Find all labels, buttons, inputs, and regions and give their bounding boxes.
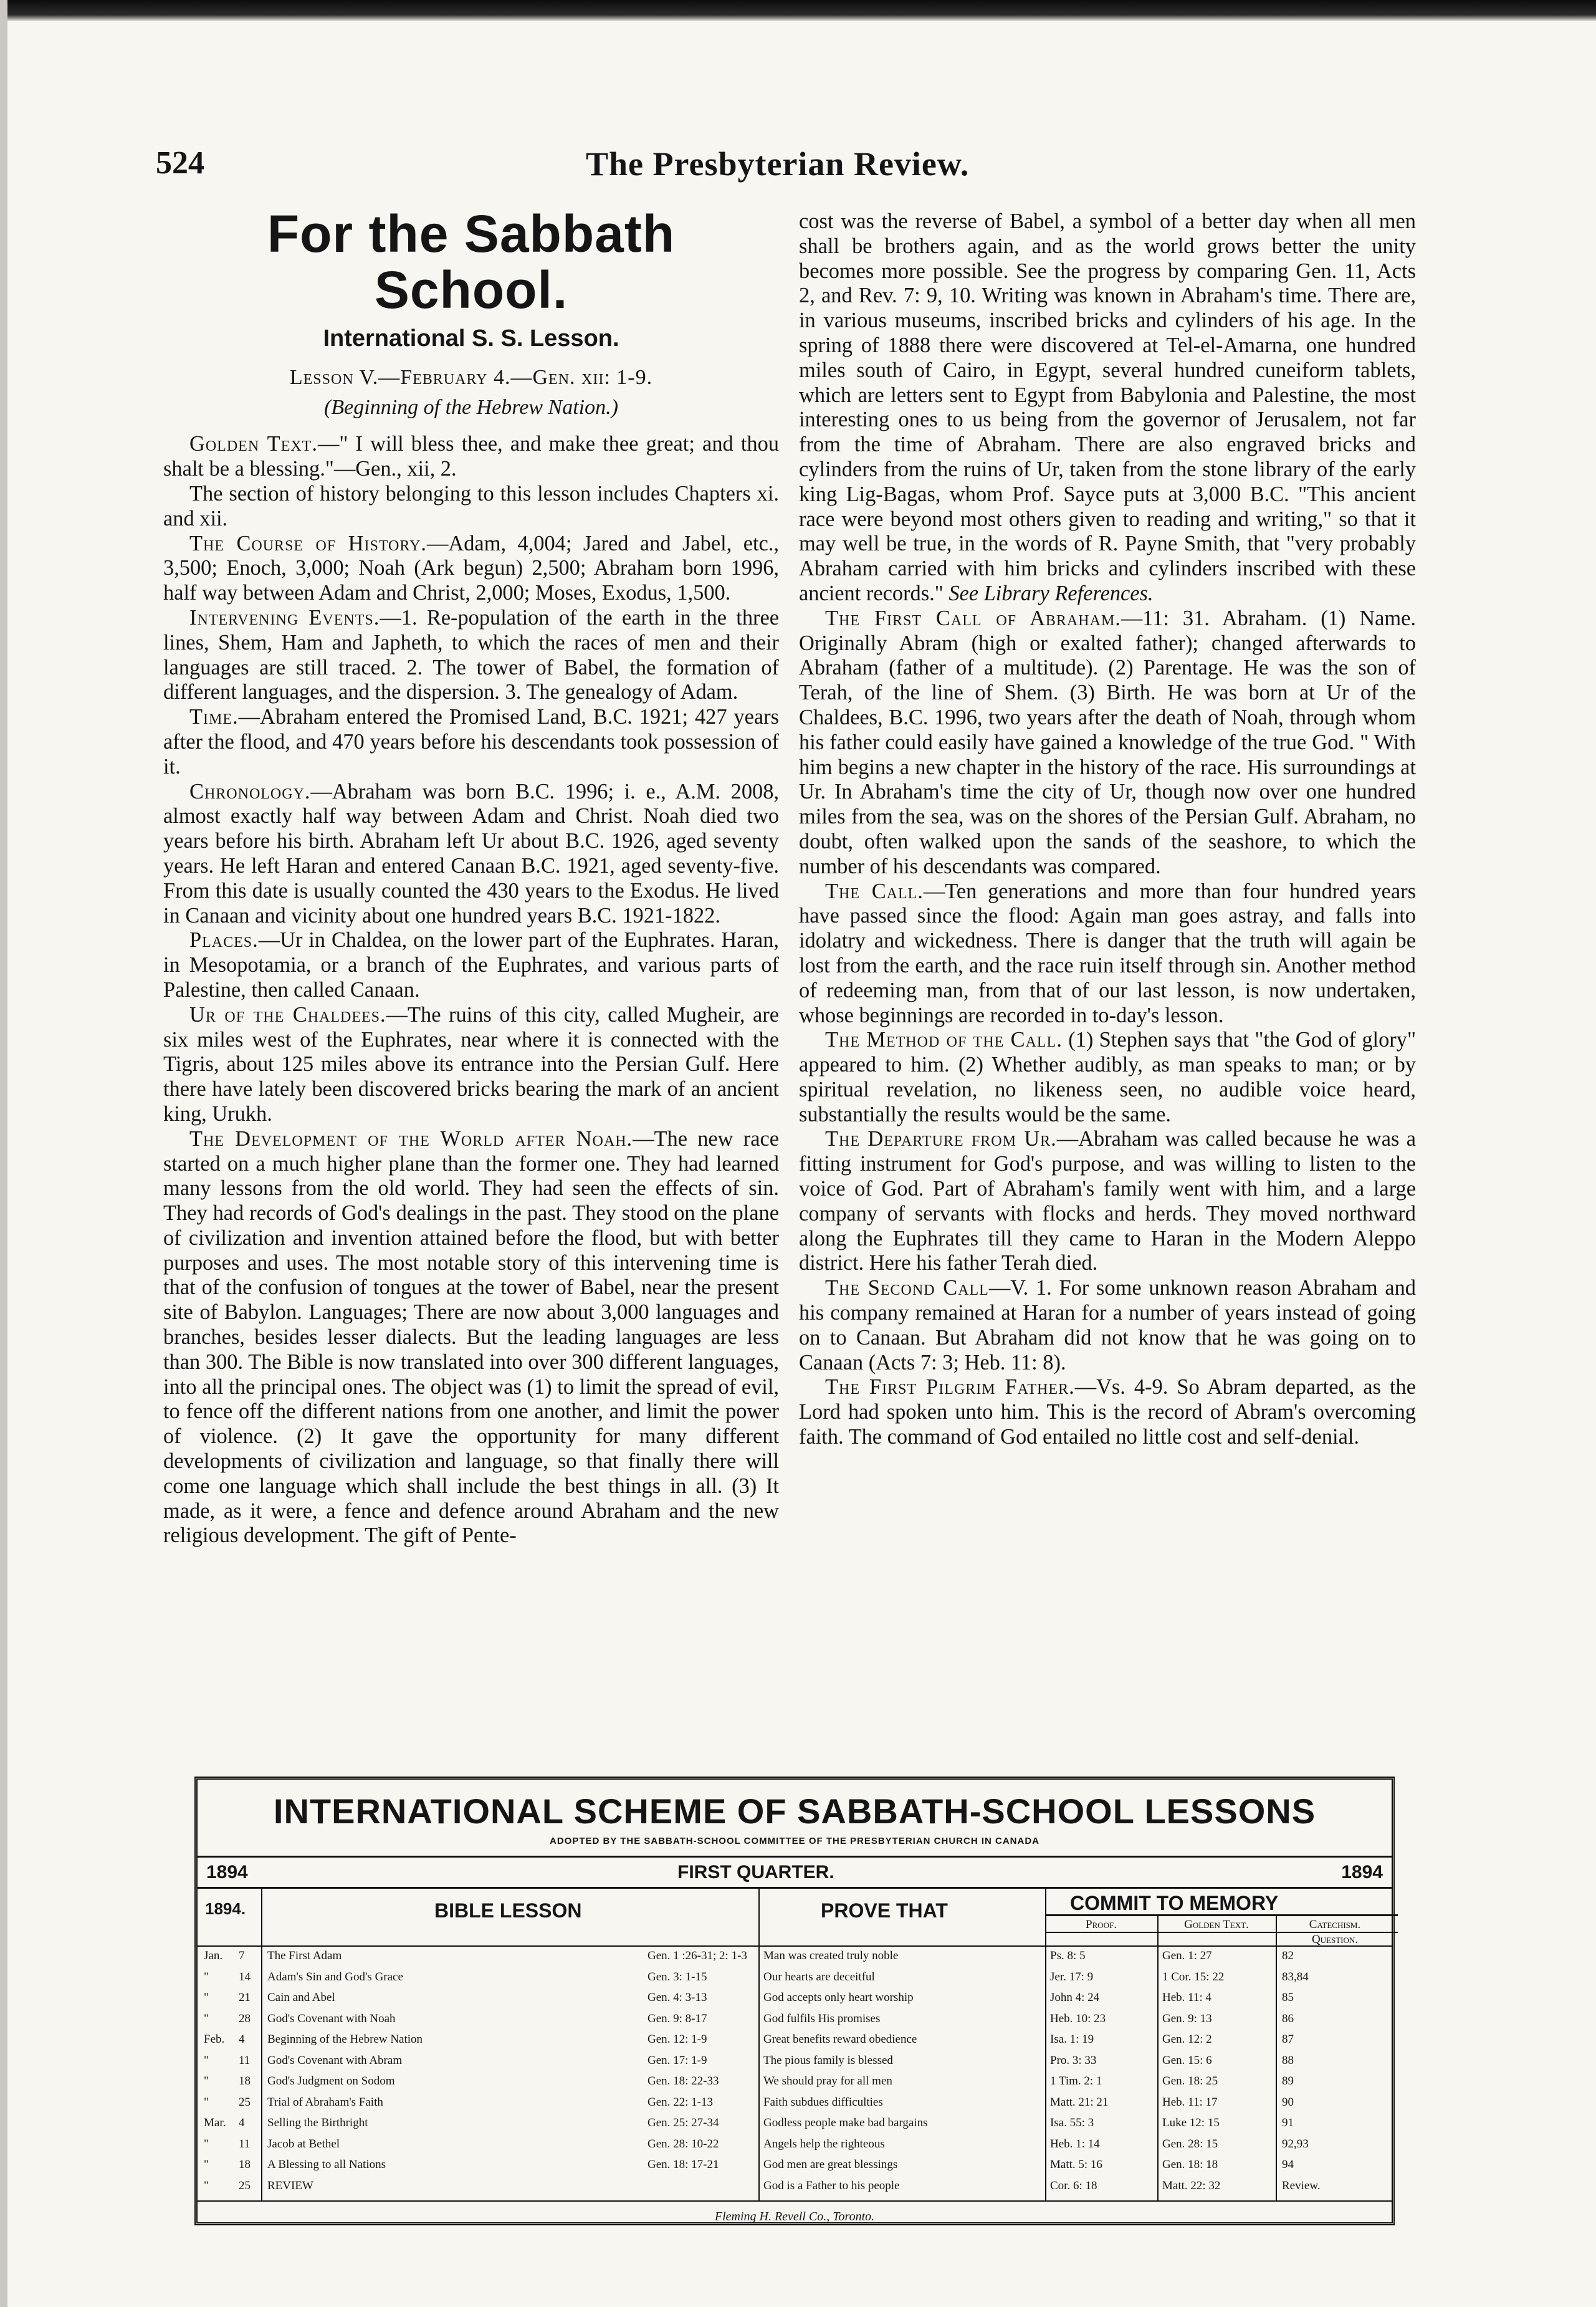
- table-row: [198, 2012, 1392, 2026]
- row-lesson-title: A Blessing to all Nations: [267, 2158, 386, 2171]
- row-lesson-title: The First Adam: [267, 1949, 342, 1962]
- row-prove-that: The pious family is blessed: [763, 2053, 893, 2067]
- row-prove-that: Angels help the righteous: [763, 2137, 885, 2151]
- section-title: For the Sabbath School.: [267, 204, 676, 319]
- paragraph-text: —Abraham was called because he was a fitting instrument for God's purpose, and was willing to listen to the voice of God. Part of Abraham's family went with him, and a large company of servants with flocks and herds. They moved northward along the Euphrates till they came to Haran in the Modern Aleppo district. Here his father Terah died.: [799, 1127, 1416, 1275]
- table-row: [198, 1970, 1392, 1984]
- row-catechism: 91: [1282, 2116, 1294, 2129]
- ur-paragraph: [163, 1003, 779, 1127]
- row-month: Jan.: [204, 1949, 223, 1962]
- golden-text-subheader: Golden Text.: [1184, 1918, 1249, 1931]
- row-prove-that: Faith subdues difficulties: [763, 2095, 883, 2109]
- row-catechism: 86: [1282, 2012, 1294, 2025]
- year-left: 1894: [206, 1862, 248, 1883]
- paragraph-text: cost was the reverse of Babel, a symbol of a better day when all men shall be brothers again, and as the world grows better the unity becomes more possible. See the progress by comparing Gen. 11, Acts 2, and Rev. 7: 9, 10. Writing was known in Abraham's time. There are, in various museums, inscribed bricks and cylinders of his age. In the spring of 1888 there were discovered at Tel-el-Amarna, one hundred miles south of Cairo, in Egypt, several hundred cuneiform tablets, which are letters sent to Egypt from Babylonia and Palestine, the most interesting ones to us being from the governor of Jerusalem, not far from the time of Abraham. There are also engraved bricks and cylinders from the ruins of Ur, taken from the stone library of the early king Lig-Bagas, whom Prof. Sayce puts at 3,000 B.C. "This ancient race were beyond most others given to reading and writing," so that it may well be true, in the words of R. Payne Smith, that "very probably Abraham carried with him bricks and cylinders inscribed with these ancient records.": [799, 209, 1416, 605]
- row-golden-text: Gen. 1: 27: [1162, 1949, 1212, 1962]
- table-row: [198, 1991, 1392, 2005]
- row-month: ": [204, 2053, 209, 2067]
- row-catechism: 83,84: [1282, 1970, 1309, 1983]
- course-of-history-paragraph: [163, 532, 779, 606]
- paragraph-text: —Ten generations and more than four hundred years have passed since the flood: Again man goes astray, and falls into idolatry and wickedness. There is danger that the truth will again be lost from the earth, and the race ruin itself through sin. Another method of redeeming man, from that of our last lesson, is now undertaken, whose beginnings are recorded in to-day's lesson.: [799, 879, 1417, 1027]
- table-row: [198, 2033, 1392, 2046]
- paragraph-label: The First Pilgrim Father.: [825, 1375, 1075, 1399]
- row-scripture-reference: Gen. 22: 1-13: [647, 2095, 714, 2109]
- row-scripture-reference: Gen. 28: 10-22: [647, 2137, 719, 2151]
- row-lesson-title: Adam's Sin and God's Grace: [267, 1970, 403, 1983]
- row-lesson-title: Trial of Abraham's Faith: [267, 2095, 383, 2109]
- table-rule: [198, 1887, 1392, 1889]
- row-day: 18: [239, 2074, 251, 2088]
- first-call-paragraph: [799, 607, 1416, 880]
- row-lesson-title: Selling the Birthright: [267, 2116, 368, 2129]
- lesson-theme: (Beginning of the Hebrew Nation.): [324, 395, 618, 419]
- table-row: [198, 2158, 1392, 2172]
- scan-left-edge: [0, 0, 7, 2307]
- row-day: 18: [239, 2158, 251, 2171]
- the-call-paragraph: [799, 880, 1416, 1029]
- row-prove-that: Our hearts are deceitful: [763, 1970, 875, 1983]
- intervening-events-paragraph: [163, 606, 779, 705]
- paragraph-text: —1. Re-population of the earth in the three lines, Shem, Ham and Japheth, to which the races of men and their languages are still traced. 2. The tower of Babel, the formation of different languages, and the dispersion. 3. The genealogy of Adam.: [163, 605, 779, 704]
- table-rule: [198, 2200, 1392, 2202]
- paragraph-label: The Course of History.: [189, 531, 428, 555]
- departure-paragraph: [799, 1127, 1416, 1276]
- table-row: [198, 2137, 1392, 2151]
- row-day: 25: [239, 2095, 251, 2109]
- row-scripture-reference: Gen. 12: 1-9: [647, 2033, 707, 2046]
- row-golden-text: Gen. 18: 18: [1162, 2158, 1218, 2171]
- table-row: [198, 1949, 1392, 1963]
- row-month: ": [204, 2179, 209, 2192]
- row-catechism: 92,93: [1282, 2137, 1309, 2151]
- paragraph-label: Places.: [189, 928, 259, 952]
- row-month: ": [204, 2095, 209, 2109]
- paragraph-text: —Abraham entered the Promised Land, B.C. 1921; 427 years after the flood, and 470 years before his descendants took possession of it.: [163, 705, 779, 779]
- second-call-paragraph: [799, 1276, 1416, 1375]
- question-subheader: Question.: [1311, 1933, 1359, 1946]
- section-subtitle: International S. S. Lesson.: [323, 325, 619, 352]
- table-rule: [1045, 1932, 1398, 1933]
- row-golden-text: Gen. 15: 6: [1162, 2053, 1212, 2067]
- row-day: 21: [239, 1991, 251, 2004]
- right-column: [799, 209, 1416, 1450]
- row-month: ": [204, 2012, 209, 2025]
- row-day: 4: [239, 2116, 245, 2129]
- table-row: [198, 2096, 1392, 2109]
- scheme-title: INTERNATIONAL SCHEME OF SABBATH-SCHOOL LESSONS: [273, 1791, 1316, 1831]
- row-lesson-title: REVIEW: [267, 2179, 313, 2192]
- date-column-header: 1894.: [205, 1899, 246, 1918]
- development-paragraph: [163, 1127, 779, 1549]
- paragraph-label: Chronology.: [189, 779, 311, 803]
- row-prove-that: Man was created truly noble: [763, 1949, 899, 1962]
- table-rule: [1045, 1914, 1398, 1916]
- lesson-reference: Lesson V.—February 4.—Gen. xii: 1-9.: [289, 365, 653, 389]
- row-catechism: 85: [1282, 1991, 1294, 2004]
- paragraph-text: The section of history belonging to this lesson includes Chapters xi. and xii.: [163, 481, 779, 530]
- row-catechism: 94: [1282, 2158, 1294, 2171]
- row-day: 11: [239, 2137, 251, 2151]
- row-golden-text: Heb. 11: 4: [1162, 1991, 1211, 2004]
- paragraph-text: —11: 31. Abraham. (1) Name. Originally Abram (high or exalted father); changed afterwards to Abraham (father of a multitude). (2) Parentage. He was the son of Terah, of the line of Shem. (3) Birth. He was born at Ur of the Chaldees, B.C. 1996, two years after the death of Noah, through whom his father could easily have gained a knowledge of the true God. " With him begins a new chapter in the history of the race. His surroundings at Ur. In Abraham's time the city of Ur, though now over one hundred miles from the sea, was on the shores of the Persian Gulf. Abraham, no doubt, often walked upon the sands of the seashore, to which the number of his descendants was compared.: [799, 606, 1416, 878]
- publisher-credit: Fleming H. Revell Co., Toronto.: [714, 2210, 875, 2223]
- row-prove-that: We should pray for all men: [763, 2074, 892, 2088]
- left-column: [163, 206, 779, 1548]
- row-golden-text: Gen. 28: 15: [1162, 2137, 1218, 2151]
- row-proof: Pro. 3: 33: [1050, 2053, 1097, 2067]
- paragraph-label: Ur of the Chaldees.: [189, 1002, 386, 1027]
- running-head: The Presbyterian Review.: [586, 145, 970, 183]
- row-month: ": [204, 1970, 209, 1983]
- continued-paragraph: [799, 209, 1416, 607]
- row-day: 11: [239, 2053, 251, 2067]
- bible-lesson-header: BIBLE LESSON: [434, 1899, 582, 1922]
- paragraph-text: —" I will bless thee, and make thee great; and thou shalt be a blessing."—Gen., xii, 2.: [163, 432, 779, 481]
- row-proof: Heb. 1: 14: [1050, 2137, 1100, 2151]
- paragraph-text: —The new race started on a much higher plane than the former one. They had learned many lessons from the old world. They had seen the effects of sin. They had records of God's dealings in the past. They stood on the plane of civilization and invention attained before the flood, but with better purposes and uses. The most notable story of this intervening time is that of the confusion of tongues at the tower of Babel, near the present site of Babylon. Languages; There are now about 3,000 languages and branches, besides lesser dialects. But the leading languages are less than 300. The Bible is now translated into over 300 different languages, into all the principal ones. The object was (1) to limit the spread of evil, to fence off the different nations from one another, and limit the power of violence. (2) It gave the opportunity for many different developments of civilization and language, so that finally there will come one language which shall include the best things in all. (3) It made, as it were, a fence and defence around Abraham and the new religious development. The gift of Pente-: [163, 1126, 779, 1548]
- catechism-subheader: Catechism.: [1309, 1918, 1361, 1931]
- row-lesson-title: Jacob at Bethel: [267, 2137, 340, 2151]
- row-day: 4: [239, 2033, 245, 2046]
- row-scripture-reference: Gen. 3: 1-15: [647, 1970, 707, 1983]
- row-scripture-reference: Gen. 25: 27-34: [647, 2116, 719, 2129]
- row-golden-text: Gen. 18: 25: [1162, 2074, 1218, 2088]
- year-right: 1894: [1341, 1862, 1383, 1883]
- paragraph-label: The Departure from Ur.: [825, 1127, 1057, 1151]
- row-catechism: 90: [1282, 2095, 1294, 2109]
- row-proof: Jer. 17: 9: [1050, 1970, 1094, 1983]
- paragraph-text: —Ur in Chaldea, on the lower part of the Euphrates. Haran, in Mesopotamia, or a branch of the Euphrates, and various parts of Palestine, then called Canaan.: [163, 928, 779, 1002]
- pilgrim-father-paragraph: [799, 1375, 1416, 1449]
- paragraph-label: The First Call of Abraham.: [825, 606, 1121, 630]
- section-paragraph: [163, 482, 779, 532]
- row-proof: Isa. 1: 19: [1050, 2033, 1094, 2046]
- row-golden-text: Gen. 12: 2: [1162, 2033, 1212, 2046]
- row-month: ": [204, 2158, 209, 2171]
- table-rule: [198, 1856, 1392, 1858]
- row-lesson-title: God's Judgment on Sodom: [267, 2074, 395, 2088]
- row-catechism: Review.: [1282, 2179, 1321, 2192]
- row-prove-that: Godless people make bad bargains: [763, 2116, 928, 2129]
- row-prove-that: Great benefits reward obedience: [763, 2033, 917, 2046]
- row-lesson-title: God's Covenant with Abram: [267, 2053, 403, 2067]
- row-proof: Cor. 6: 18: [1050, 2179, 1097, 2192]
- row-catechism: 88: [1282, 2053, 1294, 2067]
- row-day: 28: [239, 2012, 251, 2025]
- row-scripture-reference: Gen. 18: 22-33: [647, 2074, 719, 2088]
- row-month: ": [204, 2074, 209, 2088]
- row-golden-text: Gen. 9: 13: [1162, 2012, 1212, 2025]
- paragraph-label: The Second Call: [825, 1276, 989, 1300]
- paragraph-text: —The ruins of this city, called Mugheir, are six miles west of the Euphrates, near where it is connected with the Tigris, about 125 miles above its entrance into the Persian Gulf. Here there have lately been discovered bricks bearing the mark of an ancient king, Urukh.: [163, 1002, 779, 1126]
- quarter-label: FIRST QUARTER.: [677, 1862, 834, 1883]
- row-catechism: 87: [1282, 2033, 1294, 2046]
- proof-subheader: Proof.: [1086, 1918, 1117, 1931]
- paragraph-label: Time.: [189, 705, 239, 729]
- row-catechism: 82: [1282, 1949, 1294, 1962]
- row-lesson-title: Beginning of the Hebrew Nation: [267, 2033, 423, 2046]
- paragraph-text: —Abraham was born B.C. 1996; i. e., A.M. 2008, almost exactly half way between Adam and Christ. Noah died two years before his birth. Abraham left Ur about B.C. 1926, aged seventy years. He left Haran and entered Canaan B.C. 1921, aged seventy-five. From this date is usually counted the 430 years to the Exodus. He lived in Canaan and vicinity about one hundred years B.C. 1921-1822.: [163, 779, 779, 928]
- row-golden-text: Luke 12: 15: [1162, 2116, 1220, 2129]
- row-proof: Isa. 55: 3: [1050, 2116, 1094, 2129]
- row-golden-text: Heb. 11: 17: [1162, 2095, 1218, 2109]
- places-paragraph: [163, 928, 779, 1002]
- row-lesson-title: God's Covenant with Noah: [267, 2012, 396, 2025]
- paragraph-label: The Development of the World after Noah.: [189, 1126, 633, 1151]
- paragraph-text: (1) Stephen says that "the God of glory" appeared to him. (2) Whether audibly, as man speaks to man; or by spiritual revelation, no likeness seen, no audible voice heard, substantially the results would be the same.: [799, 1028, 1416, 1126]
- row-day: 25: [239, 2179, 251, 2192]
- paragraph-text: —Vs. 4-9. So Abram departed, as the Lord had spoken unto him. This is the record of Abram's overcoming faith. The command of God entailed no little cost and self-denial.: [799, 1375, 1416, 1449]
- paragraph-label: The Method of the Call.: [825, 1028, 1063, 1052]
- page-header: [156, 145, 1390, 188]
- quarter-row: [198, 1859, 1392, 1884]
- row-prove-that: God fulfils His promises: [763, 2012, 881, 2025]
- chronology-paragraph: [163, 780, 779, 929]
- prove-that-header: PROVE THAT: [821, 1899, 948, 1922]
- paragraph-label: The Call.: [825, 879, 924, 903]
- paragraph-label: Golden Text.: [189, 432, 318, 456]
- row-prove-that: God is a Father to his people: [763, 2179, 900, 2192]
- table-row: [198, 2116, 1392, 2130]
- paragraph-text: —Adam, 4,004; Jared and Jabel, etc., 3,500; Enoch, 3,000; Noah (Ark begun) 2,500; Abraham born 1996, half way between Adam and Christ, 2,000; Moses, Exodus, 1,500.: [163, 531, 780, 605]
- row-scripture-reference: Gen. 1 :26-31; 2: 1-3: [647, 1949, 747, 1962]
- row-proof: Matt. 21: 21: [1050, 2095, 1109, 2109]
- row-lesson-title: Cain and Abel: [267, 1991, 335, 2004]
- row-month: Feb.: [204, 2033, 225, 2046]
- golden-text-paragraph: [163, 432, 779, 482]
- row-scripture-reference: Gen. 17: 1-9: [647, 2053, 707, 2067]
- table-row: [198, 2054, 1392, 2068]
- method-paragraph: [799, 1028, 1416, 1127]
- table-row: [198, 2179, 1392, 2193]
- scheme-adopted-note: ADOPTED BY THE SABBATH-SCHOOL COMMITTEE OF THE PRESBYTERIAN CHURCH IN CANADA: [549, 1836, 1040, 1846]
- row-proof: Heb. 10: 23: [1050, 2012, 1106, 2025]
- row-proof: Ps. 8: 5: [1050, 1949, 1086, 1962]
- scan-top-border: [0, 0, 1596, 21]
- row-day: 7: [239, 1949, 245, 1962]
- row-golden-text: 1 Cor. 15: 22: [1162, 1970, 1225, 1983]
- lesson-scheme-table: [194, 1777, 1395, 2225]
- row-month: Mar.: [204, 2116, 226, 2129]
- row-scripture-reference: Gen. 9: 8-17: [647, 2012, 707, 2025]
- time-paragraph: [163, 705, 779, 779]
- row-golden-text: Matt. 22: 32: [1162, 2179, 1221, 2192]
- commit-to-memory-header: COMMIT TO MEMORY: [1070, 1892, 1279, 1914]
- row-day: 14: [239, 1970, 251, 1983]
- table-row: [198, 2074, 1392, 2088]
- paragraph-label: Intervening Events.: [189, 605, 380, 630]
- row-prove-that: God men are great blessings: [763, 2158, 898, 2171]
- row-proof: John 4: 24: [1050, 1991, 1100, 2004]
- row-month: ": [204, 2137, 209, 2151]
- row-catechism: 89: [1282, 2074, 1294, 2088]
- row-prove-that: God accepts only heart worship: [763, 1991, 914, 2004]
- row-scripture-reference: Gen. 4: 3-13: [647, 1991, 707, 2004]
- row-month: ": [204, 1991, 209, 2004]
- table-rule: [198, 1945, 1392, 1947]
- row-proof: 1 Tim. 2: 1: [1050, 2074, 1102, 2088]
- row-scripture-reference: Gen. 18: 17-21: [647, 2158, 719, 2171]
- paragraph-text: —V. 1. For some unknown reason Abraham and his company remained at Haran for a number of years instead of going on to Canaan. But Abraham did not know that he was going on to Canaan (Acts 7: 3; Heb. 11: 8).: [799, 1276, 1416, 1374]
- page-number: 524: [156, 145, 204, 181]
- library-reference: See Library References.: [949, 581, 1154, 605]
- row-proof: Matt. 5: 16: [1050, 2158, 1102, 2171]
